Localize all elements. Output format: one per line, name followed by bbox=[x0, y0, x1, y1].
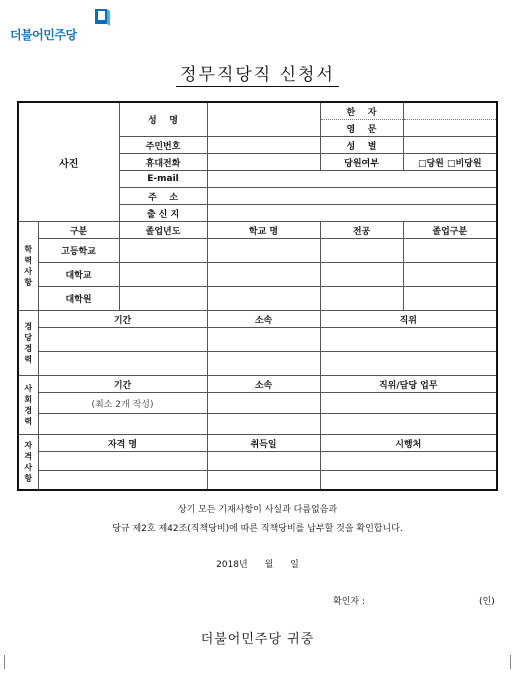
party-career-section-label: 경 당 경 력 bbox=[18, 311, 38, 376]
license-section-label: 자 격 사 항 bbox=[18, 435, 38, 491]
license-header-date: 취득일 bbox=[207, 435, 320, 452]
license-header-name: 자격 명 bbox=[38, 435, 207, 452]
date-day: 일 bbox=[290, 560, 299, 570]
social-header-period: 기간 bbox=[38, 376, 207, 393]
rrn-label: 주민번호 bbox=[119, 137, 207, 154]
party-cell[interactable] bbox=[320, 328, 497, 352]
name-field[interactable] bbox=[207, 102, 320, 137]
party-header-org: 소속 bbox=[207, 311, 320, 328]
english-field[interactable] bbox=[403, 120, 497, 137]
confirmation-statement-line1: 상기 모든 기재사항이 사실과 다름없음과 bbox=[177, 505, 338, 515]
license-cell[interactable] bbox=[320, 452, 497, 471]
license-cell[interactable] bbox=[320, 471, 497, 491]
social-header-duty: 직위/담당 업무 bbox=[320, 376, 497, 393]
edu-cell[interactable] bbox=[320, 263, 403, 287]
name-label: 성 명 bbox=[119, 102, 207, 137]
date-month: 월 bbox=[264, 560, 274, 570]
edu-cell[interactable] bbox=[119, 239, 207, 263]
form-title bbox=[0, 60, 515, 85]
hometown-label: 출 신 지 bbox=[119, 205, 207, 222]
party-header-period: 기간 bbox=[38, 311, 207, 328]
form-title-text: 정무직당직 신청서 bbox=[176, 65, 339, 87]
social-cell[interactable] bbox=[320, 393, 497, 414]
membership-options[interactable] bbox=[403, 154, 497, 171]
party-cell[interactable] bbox=[207, 328, 320, 352]
hanja-label: 한 자 bbox=[320, 102, 403, 120]
edu-row-label: 고등학교 bbox=[38, 239, 119, 263]
gender-label: 성 별 bbox=[320, 137, 403, 154]
member-checkbox[interactable]: □당원 bbox=[417, 158, 444, 169]
social-cell[interactable] bbox=[207, 414, 320, 435]
social-career-section-label: 사 회 경 력 bbox=[18, 376, 38, 435]
edu-cell[interactable] bbox=[207, 263, 320, 287]
edu-row-label: 대학원 bbox=[38, 287, 119, 311]
rrn-field[interactable] bbox=[207, 137, 320, 154]
license-cell[interactable] bbox=[207, 452, 320, 471]
nonmember-checkbox[interactable]: □비당원 bbox=[446, 158, 482, 169]
education-section-label: 학 력 사 항 bbox=[18, 222, 38, 311]
edu-cell[interactable] bbox=[403, 287, 497, 311]
edu-cell[interactable] bbox=[119, 287, 207, 311]
gender-field[interactable] bbox=[403, 137, 497, 154]
edu-cell[interactable] bbox=[119, 263, 207, 287]
page-corner-mark bbox=[502, 655, 511, 669]
party-logo-text: 더불어민주당 bbox=[10, 28, 77, 42]
license-cell[interactable] bbox=[38, 452, 207, 471]
edu-cell[interactable] bbox=[320, 287, 403, 311]
party-cell[interactable] bbox=[320, 352, 497, 376]
seal-mark: (인) bbox=[479, 597, 495, 607]
party-header-position: 직위 bbox=[320, 311, 497, 328]
social-min-hint: (최소 2개 작성) bbox=[91, 399, 154, 410]
social-cell[interactable] bbox=[38, 393, 207, 414]
edu-cell[interactable] bbox=[207, 287, 320, 311]
edu-cell[interactable] bbox=[207, 239, 320, 263]
edu-cell[interactable] bbox=[403, 239, 497, 263]
signature-date bbox=[0, 557, 515, 570]
edu-header-type: 구분 bbox=[38, 222, 119, 239]
hanja-field[interactable] bbox=[403, 102, 497, 120]
edu-cell[interactable] bbox=[320, 239, 403, 263]
party-cell[interactable] bbox=[38, 328, 207, 352]
email-label: E-mail bbox=[119, 171, 207, 188]
edu-header-major: 전공 bbox=[320, 222, 403, 239]
mobile-label: 휴대전화 bbox=[119, 154, 207, 171]
edu-cell[interactable] bbox=[403, 263, 497, 287]
photo-label: 사진 bbox=[59, 158, 79, 170]
email-field[interactable] bbox=[207, 171, 497, 188]
confirmer-label: 확인자 : bbox=[333, 597, 365, 607]
party-cell[interactable] bbox=[38, 352, 207, 376]
license-header-issuer: 시행처 bbox=[320, 435, 497, 452]
page-corner-mark bbox=[4, 655, 13, 669]
edu-row-label: 대학교 bbox=[38, 263, 119, 287]
social-cell[interactable] bbox=[38, 414, 207, 435]
edu-header-status: 졸업구분 bbox=[403, 222, 497, 239]
license-cell[interactable] bbox=[38, 471, 207, 491]
social-cell[interactable] bbox=[320, 414, 497, 435]
address-label: 주 소 bbox=[119, 188, 207, 205]
photo-cell[interactable] bbox=[18, 102, 119, 222]
edu-header-school: 학교 명 bbox=[207, 222, 320, 239]
membership-label: 당원여부 bbox=[320, 154, 403, 171]
recipient-line: 더불어민주당 귀중 bbox=[200, 632, 315, 647]
english-label: 영 문 bbox=[320, 120, 403, 137]
date-year: 2018년 bbox=[216, 560, 248, 570]
mobile-field[interactable] bbox=[207, 154, 320, 171]
party-logo-icon bbox=[94, 8, 110, 26]
hometown-field[interactable] bbox=[207, 205, 497, 222]
application-form-table bbox=[17, 101, 498, 491]
party-cell[interactable] bbox=[207, 352, 320, 376]
confirmation-statement-line2: 당규 제2호 제42조(직책당비)에 따른 직책당비를 납부할 것을 확인합니다. bbox=[112, 524, 403, 534]
address-field[interactable] bbox=[207, 188, 497, 205]
edu-header-year: 졸업년도 bbox=[119, 222, 207, 239]
social-header-org: 소속 bbox=[207, 376, 320, 393]
social-cell[interactable] bbox=[207, 393, 320, 414]
license-cell[interactable] bbox=[207, 471, 320, 491]
party-logo bbox=[10, 6, 110, 46]
